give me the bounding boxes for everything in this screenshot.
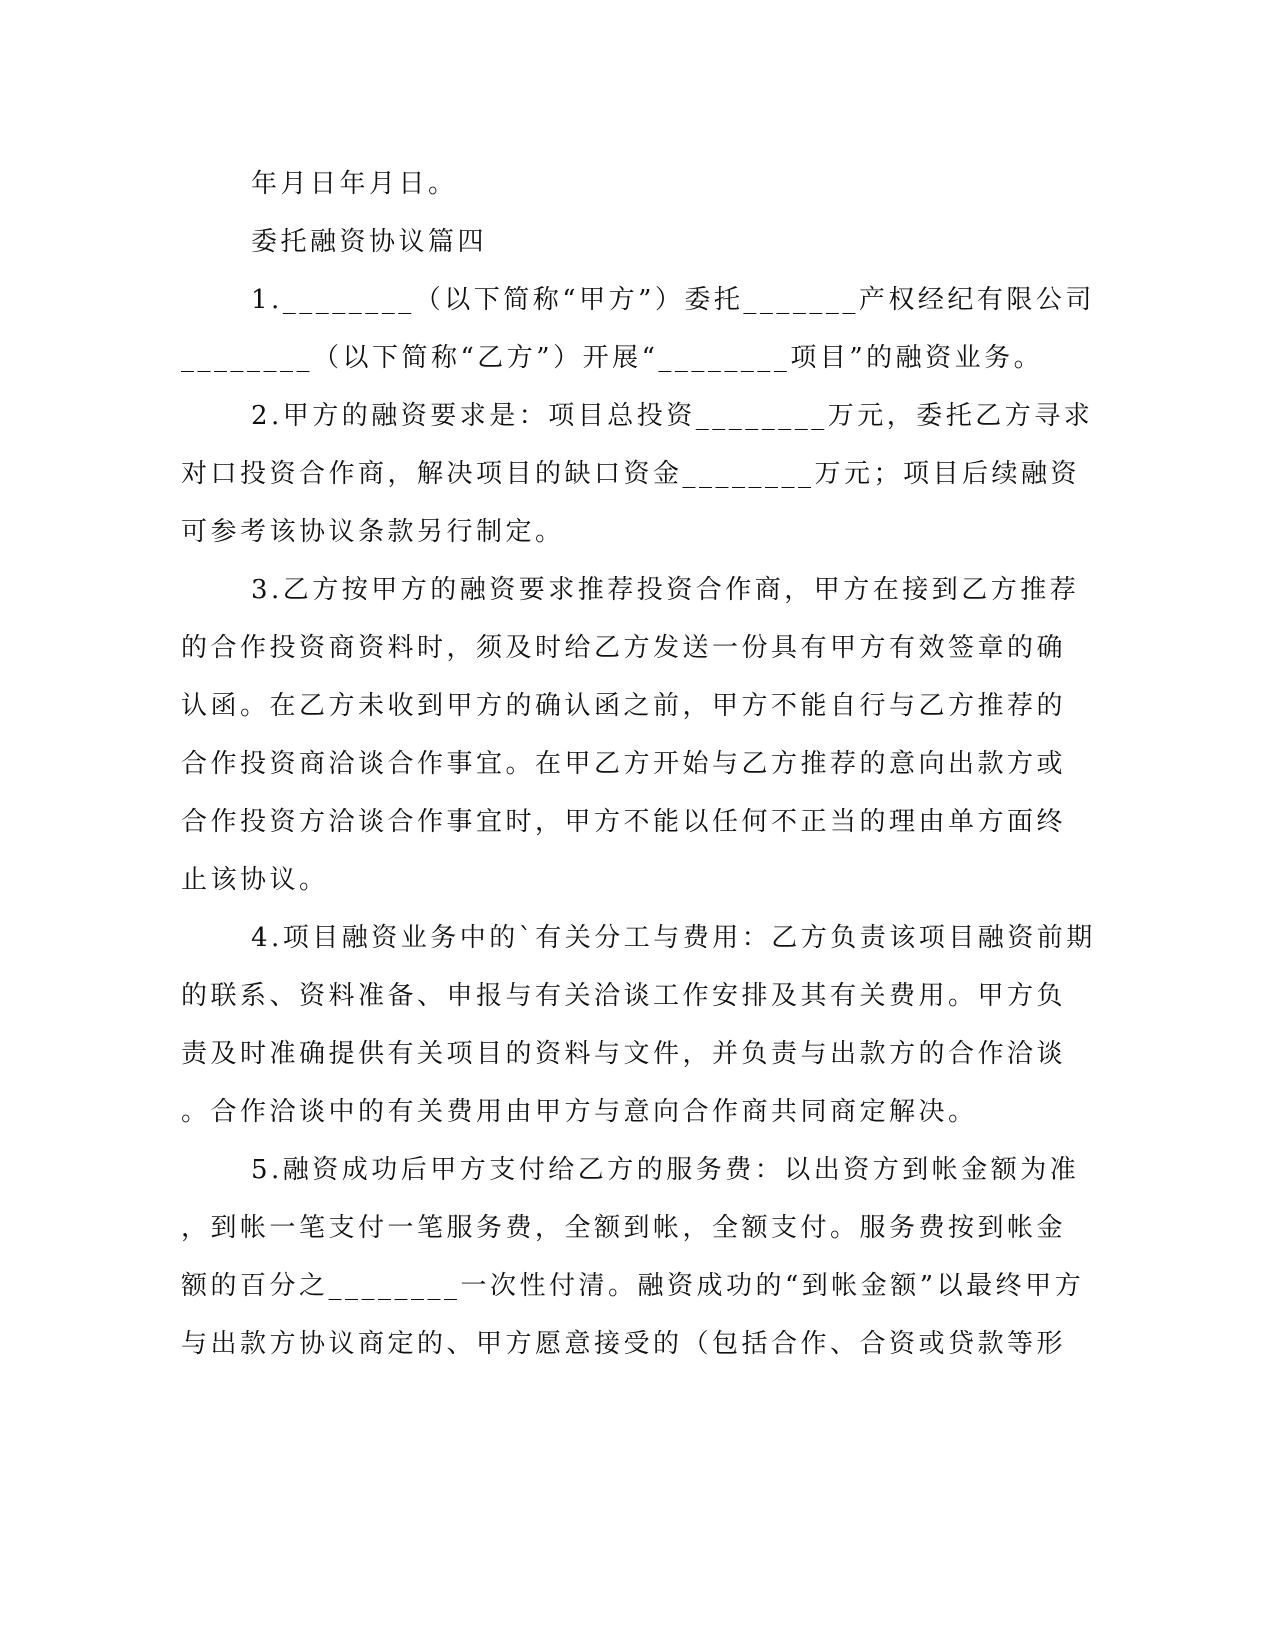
clause-3-line-3: 认函。在乙方未收到甲方的确认函之前，甲方不能自行与乙方推荐的	[181, 691, 1067, 721]
clause-5-line-4: 与出款方协议商定的、甲方愿意接受的（包括合作、合资或贷款等形	[181, 1329, 1067, 1359]
clause-4-line-3: 责及时准确提供有关项目的资料与文件，并负责与出款方的合作洽谈	[181, 1039, 1067, 1069]
clause-4-line-2: 的联系、资料准备、申报与有关洽谈工作安排及其有关费用。甲方负	[181, 981, 1067, 1011]
clause-2-line-1: 2.甲方的融资要求是：项目总投资________万元，委托乙方寻求	[251, 401, 1094, 431]
clause-3-line-1: 3.乙方按甲方的融资要求推荐投资合作商，甲方在接到乙方推荐	[251, 575, 1080, 605]
clause-3-line-6: 止该协议。	[181, 865, 329, 895]
document-body	[181, 155, 1096, 1373]
clause-5-line-3: 额的百分之________一次性付清。融资成功的“到帐金额”以最终甲方	[181, 1271, 1085, 1301]
clause-3-line-5: 合作投资方洽谈合作事宜时，甲方不能以任何不正当的理由单方面终	[181, 807, 1067, 837]
clause-1-line-1: 1.________（以下简称“甲方”）委托_______产权经纪有限公司	[251, 285, 1095, 315]
clause-4-line-1: 4.项目融资业务中的`有关分工与费用：乙方负责该项目融资前期	[251, 923, 1096, 953]
clause-2-line-2: 对口投资合作商，解决项目的缺口资金________万元；项目后续融资	[181, 459, 1081, 489]
clause-1-line-2: ________（以下简称“乙方”）开展“________项目”的融资业务。	[181, 343, 1044, 373]
clause-4-line-4: 。合作洽谈中的有关费用由甲方与意向合作商共同商定解决。	[181, 1097, 978, 1127]
text-line-date: 年月日年月日。	[251, 169, 458, 199]
clause-3-line-2: 的合作投资商资料时，须及时给乙方发送一份具有甲方有效签章的确	[181, 633, 1067, 663]
clause-3-line-4: 合作投资商洽谈合作事宜。在甲乙方开始与乙方推荐的意向出款方或	[181, 749, 1067, 779]
clause-2-line-3: 可参考该协议条款另行制定。	[181, 517, 565, 547]
clause-5-line-2: ，到帐一笔支付一笔服务费，全额到帐，全额支付。服务费按到帐金	[181, 1213, 1067, 1243]
section-title: 委托融资协议篇四	[251, 227, 488, 257]
clause-5-line-1: 5.融资成功后甲方支付给乙方的服务费：以出资方到帐金额为准	[251, 1155, 1080, 1185]
